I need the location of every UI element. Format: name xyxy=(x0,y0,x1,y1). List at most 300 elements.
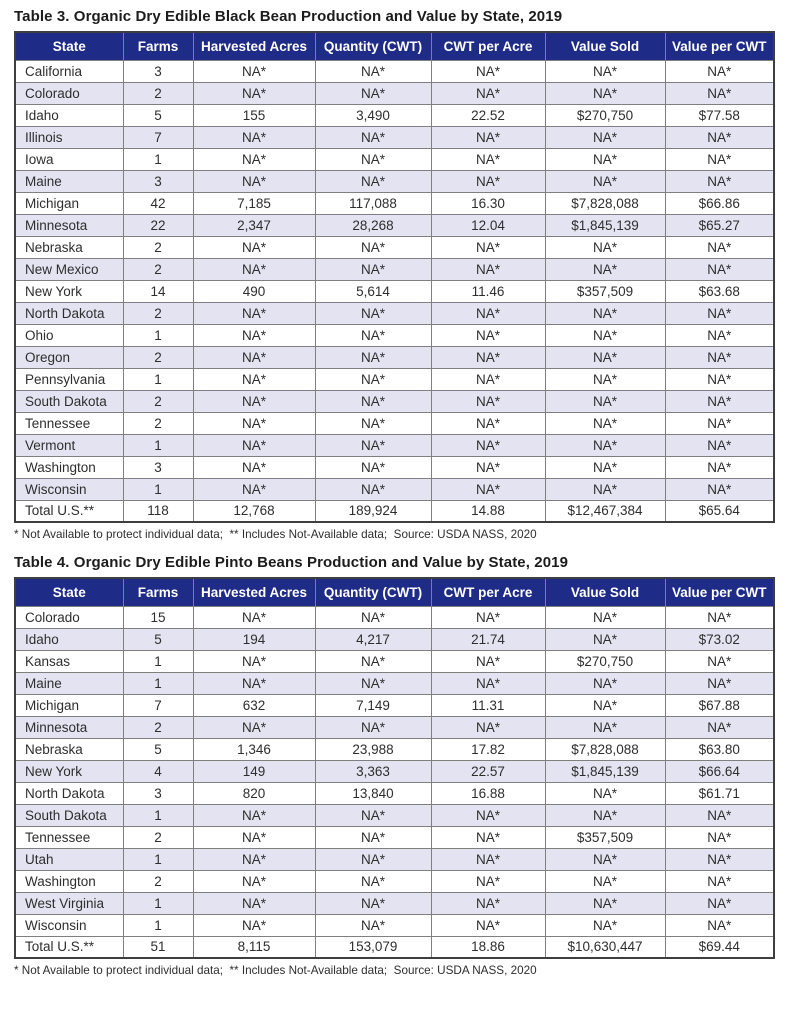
cell-cwt-per-acre: NA* xyxy=(431,478,545,500)
cell-cwt-per-acre: NA* xyxy=(431,650,545,672)
cell-value-per-cwt: NA* xyxy=(665,82,774,104)
cell-value-per-cwt: $63.68 xyxy=(665,280,774,302)
cell-value-sold: $10,630,447 xyxy=(545,936,665,958)
cell-value-per-cwt: NA* xyxy=(665,126,774,148)
cell-farms: 2 xyxy=(123,258,193,280)
cell-state: Wisconsin xyxy=(15,914,123,936)
cell-cwt-per-acre: NA* xyxy=(431,390,545,412)
cell-value-sold: NA* xyxy=(545,478,665,500)
table-row xyxy=(15,280,774,302)
cell-harvested-acres: NA* xyxy=(193,126,315,148)
cell-cwt-per-acre: 16.30 xyxy=(431,192,545,214)
cell-quantity-cwt: NA* xyxy=(315,82,431,104)
cell-value-per-cwt: $69.44 xyxy=(665,936,774,958)
cell-farms: 1 xyxy=(123,914,193,936)
cell-value-sold: NA* xyxy=(545,848,665,870)
table-row xyxy=(15,672,774,694)
cell-value-sold: NA* xyxy=(545,606,665,628)
cell-harvested-acres: NA* xyxy=(193,650,315,672)
cell-quantity-cwt: NA* xyxy=(315,870,431,892)
cell-harvested-acres: 7,185 xyxy=(193,192,315,214)
cell-quantity-cwt: NA* xyxy=(315,848,431,870)
cell-value-per-cwt: NA* xyxy=(665,368,774,390)
column-header-quantity-cwt: Quantity (CWT) xyxy=(315,578,431,606)
cell-quantity-cwt: NA* xyxy=(315,302,431,324)
cell-farms: 2 xyxy=(123,390,193,412)
cell-harvested-acres: 12,768 xyxy=(193,500,315,522)
cell-value-per-cwt: NA* xyxy=(665,478,774,500)
cell-farms: 5 xyxy=(123,628,193,650)
table-row xyxy=(15,236,774,258)
cell-state: Total U.S.** xyxy=(15,936,123,958)
column-header-value-per-cwt: Value per CWT xyxy=(665,32,774,60)
cell-quantity-cwt: NA* xyxy=(315,478,431,500)
cell-value-per-cwt: NA* xyxy=(665,346,774,368)
table-row xyxy=(15,192,774,214)
cell-harvested-acres: NA* xyxy=(193,82,315,104)
cell-cwt-per-acre: 16.88 xyxy=(431,782,545,804)
cell-state: Nebraska xyxy=(15,738,123,760)
cell-cwt-per-acre: NA* xyxy=(431,60,545,82)
column-header-harvested-acres: Harvested Acres xyxy=(193,32,315,60)
cell-harvested-acres: NA* xyxy=(193,390,315,412)
cell-value-sold: NA* xyxy=(545,782,665,804)
cell-value-sold: $270,750 xyxy=(545,104,665,126)
cell-value-sold: NA* xyxy=(545,412,665,434)
cell-state: New Mexico xyxy=(15,258,123,280)
cell-state: Tennessee xyxy=(15,826,123,848)
cell-quantity-cwt: NA* xyxy=(315,892,431,914)
cell-harvested-acres: NA* xyxy=(193,456,315,478)
cell-cwt-per-acre: NA* xyxy=(431,804,545,826)
cell-harvested-acres: NA* xyxy=(193,672,315,694)
cell-value-sold: NA* xyxy=(545,694,665,716)
table-row xyxy=(15,258,774,280)
cell-value-per-cwt: $66.86 xyxy=(665,192,774,214)
cell-value-sold: $1,845,139 xyxy=(545,760,665,782)
table-row xyxy=(15,456,774,478)
table-row xyxy=(15,346,774,368)
cell-value-sold: NA* xyxy=(545,870,665,892)
cell-cwt-per-acre: NA* xyxy=(431,236,545,258)
cell-state: Idaho xyxy=(15,628,123,650)
total-row xyxy=(15,500,774,522)
cell-farms: 14 xyxy=(123,280,193,302)
cell-value-sold: $357,509 xyxy=(545,280,665,302)
cell-quantity-cwt: 189,924 xyxy=(315,500,431,522)
table-row xyxy=(15,826,774,848)
cell-state: Oregon xyxy=(15,346,123,368)
cell-farms: 2 xyxy=(123,346,193,368)
cell-quantity-cwt: 153,079 xyxy=(315,936,431,958)
cell-value-sold: NA* xyxy=(545,236,665,258)
cell-harvested-acres: NA* xyxy=(193,412,315,434)
cell-value-sold: NA* xyxy=(545,892,665,914)
cell-cwt-per-acre: 12.04 xyxy=(431,214,545,236)
cell-value-per-cwt: NA* xyxy=(665,606,774,628)
cell-value-sold: NA* xyxy=(545,148,665,170)
pinto-bean-production-table xyxy=(14,577,775,959)
cell-quantity-cwt: 23,988 xyxy=(315,738,431,760)
cell-state: South Dakota xyxy=(15,390,123,412)
column-header-quantity-cwt: Quantity (CWT) xyxy=(315,32,431,60)
table-row xyxy=(15,716,774,738)
cell-value-sold: NA* xyxy=(545,346,665,368)
cell-cwt-per-acre: NA* xyxy=(431,892,545,914)
table-row xyxy=(15,782,774,804)
cell-quantity-cwt: NA* xyxy=(315,390,431,412)
cell-cwt-per-acre: 22.52 xyxy=(431,104,545,126)
cell-farms: 1 xyxy=(123,848,193,870)
cell-state: North Dakota xyxy=(15,302,123,324)
cell-state: Wisconsin xyxy=(15,478,123,500)
cell-harvested-acres: NA* xyxy=(193,716,315,738)
table-header-row xyxy=(15,578,774,606)
column-header-value-sold: Value Sold xyxy=(545,578,665,606)
cell-quantity-cwt: 3,363 xyxy=(315,760,431,782)
table-row xyxy=(15,324,774,346)
cell-quantity-cwt: 5,614 xyxy=(315,280,431,302)
cell-state: Vermont xyxy=(15,434,123,456)
table-row xyxy=(15,848,774,870)
cell-farms: 22 xyxy=(123,214,193,236)
cell-harvested-acres: 820 xyxy=(193,782,315,804)
table-row xyxy=(15,302,774,324)
cell-harvested-acres: NA* xyxy=(193,870,315,892)
cell-farms: 3 xyxy=(123,170,193,192)
cell-value-per-cwt: NA* xyxy=(665,672,774,694)
cell-state: Washington xyxy=(15,456,123,478)
cell-farms: 1 xyxy=(123,672,193,694)
cell-farms: 2 xyxy=(123,82,193,104)
cell-quantity-cwt: 28,268 xyxy=(315,214,431,236)
cell-farms: 118 xyxy=(123,500,193,522)
cell-farms: 1 xyxy=(123,368,193,390)
cell-value-sold: $1,845,139 xyxy=(545,214,665,236)
cell-farms: 7 xyxy=(123,126,193,148)
cell-quantity-cwt: 117,088 xyxy=(315,192,431,214)
table-row xyxy=(15,738,774,760)
table-row xyxy=(15,478,774,500)
cell-value-per-cwt: $65.27 xyxy=(665,214,774,236)
cell-value-sold: $270,750 xyxy=(545,650,665,672)
cell-harvested-acres: NA* xyxy=(193,60,315,82)
cell-value-per-cwt: NA* xyxy=(665,848,774,870)
cell-harvested-acres: 490 xyxy=(193,280,315,302)
cell-value-per-cwt: NA* xyxy=(665,302,774,324)
cell-state: Idaho xyxy=(15,104,123,126)
cell-farms: 1 xyxy=(123,324,193,346)
cell-value-per-cwt: NA* xyxy=(665,870,774,892)
cell-state: Michigan xyxy=(15,694,123,716)
cell-value-per-cwt: NA* xyxy=(665,148,774,170)
cell-state: New York xyxy=(15,280,123,302)
cell-cwt-per-acre: NA* xyxy=(431,914,545,936)
cell-value-per-cwt: NA* xyxy=(665,804,774,826)
cell-cwt-per-acre: NA* xyxy=(431,170,545,192)
cell-value-sold: NA* xyxy=(545,672,665,694)
cell-state: Iowa xyxy=(15,148,123,170)
cell-harvested-acres: NA* xyxy=(193,478,315,500)
table-row xyxy=(15,390,774,412)
cell-cwt-per-acre: NA* xyxy=(431,716,545,738)
cell-cwt-per-acre: 11.46 xyxy=(431,280,545,302)
cell-harvested-acres: 8,115 xyxy=(193,936,315,958)
cell-quantity-cwt: NA* xyxy=(315,804,431,826)
cell-cwt-per-acre: NA* xyxy=(431,870,545,892)
cell-cwt-per-acre: NA* xyxy=(431,412,545,434)
cell-value-sold: NA* xyxy=(545,126,665,148)
cell-harvested-acres: NA* xyxy=(193,368,315,390)
cell-quantity-cwt: NA* xyxy=(315,258,431,280)
cell-quantity-cwt: 3,490 xyxy=(315,104,431,126)
cell-state: Total U.S.** xyxy=(15,500,123,522)
cell-state: Ohio xyxy=(15,324,123,346)
cell-cwt-per-acre: NA* xyxy=(431,606,545,628)
cell-farms: 1 xyxy=(123,148,193,170)
cell-cwt-per-acre: 11.31 xyxy=(431,694,545,716)
cell-farms: 7 xyxy=(123,694,193,716)
cell-value-sold: $7,828,088 xyxy=(545,738,665,760)
cell-value-per-cwt: NA* xyxy=(665,236,774,258)
cell-state: Michigan xyxy=(15,192,123,214)
cell-farms: 1 xyxy=(123,478,193,500)
cell-value-sold: $357,509 xyxy=(545,826,665,848)
cell-quantity-cwt: NA* xyxy=(315,324,431,346)
cell-value-sold: $7,828,088 xyxy=(545,192,665,214)
cell-harvested-acres: 155 xyxy=(193,104,315,126)
cell-cwt-per-acre: NA* xyxy=(431,826,545,848)
cell-quantity-cwt: 4,217 xyxy=(315,628,431,650)
cell-farms: 3 xyxy=(123,782,193,804)
cell-state: Nebraska xyxy=(15,236,123,258)
cell-harvested-acres: NA* xyxy=(193,324,315,346)
cell-state: South Dakota xyxy=(15,804,123,826)
cell-harvested-acres: 2,347 xyxy=(193,214,315,236)
total-row xyxy=(15,936,774,958)
cell-cwt-per-acre: NA* xyxy=(431,456,545,478)
cell-value-per-cwt: $61.71 xyxy=(665,782,774,804)
table-row xyxy=(15,760,774,782)
cell-cwt-per-acre: NA* xyxy=(431,346,545,368)
cell-farms: 5 xyxy=(123,738,193,760)
cell-value-sold: NA* xyxy=(545,456,665,478)
cell-harvested-acres: NA* xyxy=(193,258,315,280)
cell-value-per-cwt: $65.64 xyxy=(665,500,774,522)
pinto-bean-table-section xyxy=(14,554,775,977)
cell-value-per-cwt: NA* xyxy=(665,892,774,914)
cell-harvested-acres: NA* xyxy=(193,148,315,170)
table4-footnote: * Not Available to protect individual data; ** Includes Not-Available data; Source: USDA NASS, 2020 xyxy=(14,964,537,977)
cell-value-sold: NA* xyxy=(545,368,665,390)
cell-quantity-cwt: NA* xyxy=(315,148,431,170)
cell-farms: 2 xyxy=(123,302,193,324)
column-header-farms: Farms xyxy=(123,578,193,606)
cell-harvested-acres: NA* xyxy=(193,848,315,870)
cell-harvested-acres: NA* xyxy=(193,804,315,826)
cell-state: Tennessee xyxy=(15,412,123,434)
cell-cwt-per-acre: 17.82 xyxy=(431,738,545,760)
cell-quantity-cwt: NA* xyxy=(315,914,431,936)
cell-value-sold: NA* xyxy=(545,258,665,280)
cell-value-sold: NA* xyxy=(545,302,665,324)
cell-harvested-acres: NA* xyxy=(193,236,315,258)
black-bean-table-section xyxy=(14,8,775,541)
cell-state: Kansas xyxy=(15,650,123,672)
cell-value-per-cwt: NA* xyxy=(665,650,774,672)
table-row xyxy=(15,628,774,650)
cell-value-per-cwt: NA* xyxy=(665,390,774,412)
cell-value-per-cwt: $73.02 xyxy=(665,628,774,650)
cell-state: California xyxy=(15,60,123,82)
cell-harvested-acres: 194 xyxy=(193,628,315,650)
cell-quantity-cwt: NA* xyxy=(315,412,431,434)
black-bean-production-table xyxy=(14,31,775,523)
table-row xyxy=(15,148,774,170)
cell-value-per-cwt: NA* xyxy=(665,412,774,434)
cell-value-per-cwt: NA* xyxy=(665,456,774,478)
cell-value-per-cwt: NA* xyxy=(665,826,774,848)
cell-quantity-cwt: NA* xyxy=(315,346,431,368)
cell-value-per-cwt: $77.58 xyxy=(665,104,774,126)
cell-value-per-cwt: $66.64 xyxy=(665,760,774,782)
cell-harvested-acres: NA* xyxy=(193,606,315,628)
table-row xyxy=(15,892,774,914)
cell-farms: 3 xyxy=(123,456,193,478)
cell-value-sold: NA* xyxy=(545,434,665,456)
column-header-value-per-cwt: Value per CWT xyxy=(665,578,774,606)
cell-state: Maine xyxy=(15,170,123,192)
cell-state: Pennsylvania xyxy=(15,368,123,390)
cell-value-sold: NA* xyxy=(545,170,665,192)
table-row xyxy=(15,82,774,104)
cell-harvested-acres: NA* xyxy=(193,914,315,936)
table-row xyxy=(15,60,774,82)
cell-quantity-cwt: 7,149 xyxy=(315,694,431,716)
cell-cwt-per-acre: 18.86 xyxy=(431,936,545,958)
table-row xyxy=(15,104,774,126)
cell-quantity-cwt: NA* xyxy=(315,826,431,848)
cell-cwt-per-acre: NA* xyxy=(431,434,545,456)
table-row xyxy=(15,804,774,826)
cell-quantity-cwt: NA* xyxy=(315,456,431,478)
table3-title: Table 3. Organic Dry Edible Black Bean Production and Value by State, 2019 xyxy=(14,8,563,25)
cell-farms: 1 xyxy=(123,434,193,456)
cell-quantity-cwt: NA* xyxy=(315,368,431,390)
cell-harvested-acres: 149 xyxy=(193,760,315,782)
cell-state: Minnesota xyxy=(15,716,123,738)
column-header-cwt-per-acre: CWT per Acre xyxy=(431,32,545,60)
cell-value-sold: NA* xyxy=(545,914,665,936)
table-row xyxy=(15,412,774,434)
table4-title: Table 4. Organic Dry Edible Pinto Beans Production and Value by State, 2019 xyxy=(14,554,569,571)
cell-value-per-cwt: $67.88 xyxy=(665,694,774,716)
table-row xyxy=(15,650,774,672)
cell-farms: 2 xyxy=(123,412,193,434)
table-row xyxy=(15,870,774,892)
cell-value-sold: NA* xyxy=(545,60,665,82)
cell-cwt-per-acre: NA* xyxy=(431,324,545,346)
cell-farms: 1 xyxy=(123,650,193,672)
cell-harvested-acres: NA* xyxy=(193,302,315,324)
table-row xyxy=(15,434,774,456)
cell-value-per-cwt: NA* xyxy=(665,324,774,346)
cell-farms: 2 xyxy=(123,236,193,258)
table-header-row xyxy=(15,32,774,60)
column-header-state: State xyxy=(15,578,123,606)
cell-value-per-cwt: NA* xyxy=(665,716,774,738)
cell-state: North Dakota xyxy=(15,782,123,804)
cell-harvested-acres: NA* xyxy=(193,170,315,192)
cell-farms: 3 xyxy=(123,60,193,82)
cell-state: Colorado xyxy=(15,606,123,628)
cell-quantity-cwt: NA* xyxy=(315,434,431,456)
cell-cwt-per-acre: NA* xyxy=(431,368,545,390)
cell-farms: 2 xyxy=(123,870,193,892)
cell-value-sold: NA* xyxy=(545,716,665,738)
cell-quantity-cwt: NA* xyxy=(315,170,431,192)
cell-harvested-acres: NA* xyxy=(193,892,315,914)
cell-value-per-cwt: NA* xyxy=(665,258,774,280)
cell-state: Illinois xyxy=(15,126,123,148)
table-row xyxy=(15,694,774,716)
cell-value-per-cwt: NA* xyxy=(665,434,774,456)
cell-cwt-per-acre: NA* xyxy=(431,672,545,694)
cell-value-sold: NA* xyxy=(545,390,665,412)
cell-state: Colorado xyxy=(15,82,123,104)
cell-cwt-per-acre: 14.88 xyxy=(431,500,545,522)
cell-quantity-cwt: NA* xyxy=(315,672,431,694)
cell-value-per-cwt: $63.80 xyxy=(665,738,774,760)
cell-farms: 42 xyxy=(123,192,193,214)
cell-value-per-cwt: NA* xyxy=(665,170,774,192)
cell-harvested-acres: 1,346 xyxy=(193,738,315,760)
cell-value-per-cwt: NA* xyxy=(665,60,774,82)
cell-cwt-per-acre: 22.57 xyxy=(431,760,545,782)
cell-state: Utah xyxy=(15,848,123,870)
table3-footnote: * Not Available to protect individual data; ** Includes Not-Available data; Source: USDA NASS, 2020 xyxy=(14,528,537,541)
cell-quantity-cwt: NA* xyxy=(315,126,431,148)
table-row xyxy=(15,170,774,192)
cell-farms: 2 xyxy=(123,716,193,738)
column-header-value-sold: Value Sold xyxy=(545,32,665,60)
cell-farms: 2 xyxy=(123,826,193,848)
cell-cwt-per-acre: NA* xyxy=(431,848,545,870)
cell-cwt-per-acre: 21.74 xyxy=(431,628,545,650)
cell-quantity-cwt: NA* xyxy=(315,60,431,82)
column-header-farms: Farms xyxy=(123,32,193,60)
cell-quantity-cwt: NA* xyxy=(315,606,431,628)
cell-farms: 1 xyxy=(123,892,193,914)
cell-value-sold: NA* xyxy=(545,804,665,826)
cell-value-sold: NA* xyxy=(545,324,665,346)
cell-cwt-per-acre: NA* xyxy=(431,148,545,170)
cell-farms: 51 xyxy=(123,936,193,958)
cell-state: Maine xyxy=(15,672,123,694)
column-header-harvested-acres: Harvested Acres xyxy=(193,578,315,606)
cell-harvested-acres: NA* xyxy=(193,346,315,368)
cell-harvested-acres: NA* xyxy=(193,434,315,456)
cell-value-per-cwt: NA* xyxy=(665,914,774,936)
cell-cwt-per-acre: NA* xyxy=(431,302,545,324)
cell-quantity-cwt: NA* xyxy=(315,716,431,738)
cell-quantity-cwt: NA* xyxy=(315,650,431,672)
cell-state: Washington xyxy=(15,870,123,892)
column-header-cwt-per-acre: CWT per Acre xyxy=(431,578,545,606)
cell-quantity-cwt: NA* xyxy=(315,236,431,258)
cell-harvested-acres: 632 xyxy=(193,694,315,716)
table-row xyxy=(15,368,774,390)
